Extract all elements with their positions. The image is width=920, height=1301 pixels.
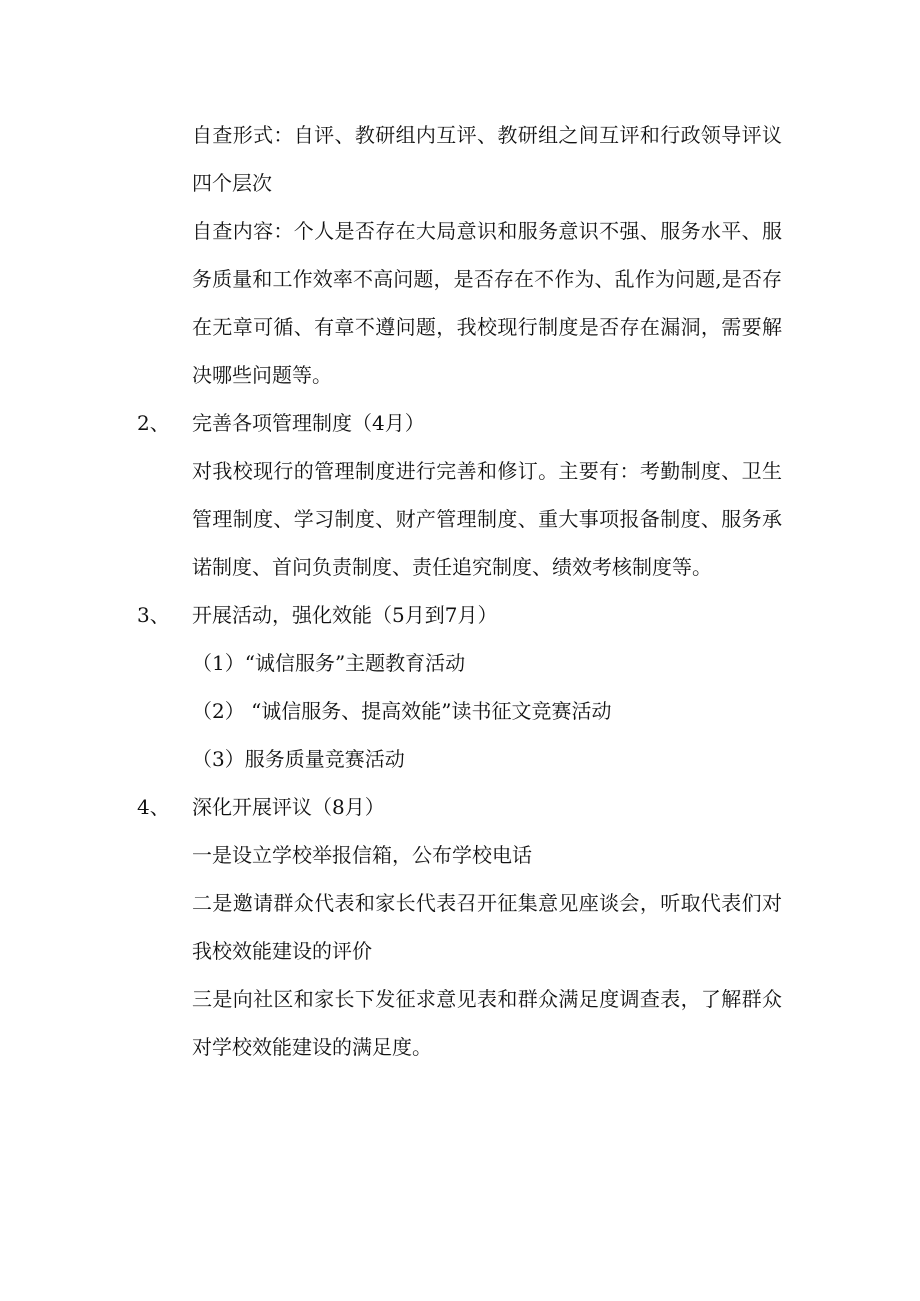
self-check-form-line-1: 自查形式：自评、教研组内互评、教研组之间互评和行政领导评议 <box>192 123 782 147</box>
self-check-content-line-2: 务质量和工作效率不高问题，是否存在不作为、乱作为问题,是否存 <box>192 267 782 291</box>
self-check-content-line-4: 决哪些问题等。 <box>192 363 332 387</box>
section-4-line-1: 一是设立学校举报信箱，公布学校电话 <box>192 843 532 867</box>
self-check-content-line-1: 自查内容：个人是否存在大局意识和服务意识不强、服务水平、服 <box>192 219 782 243</box>
section-4-heading: 深化开展评议（8月） <box>192 795 385 819</box>
section-3-item-2: （2） “诚信服务、提高效能”读书征文竞赛活动 <box>192 699 612 723</box>
section-3-item-1: （1）“诚信服务”主题教育活动 <box>192 651 466 675</box>
self-check-content-line-3: 在无章可循、有章不遵问题，我校现行制度是否存在漏洞，需要解 <box>192 315 782 339</box>
section-4-number: 4、 <box>137 795 170 819</box>
section-4-line-5: 对学校效能建设的满足度。 <box>192 1035 432 1059</box>
section-3-item-3: （3）服务质量竞赛活动 <box>192 747 405 771</box>
section-3-heading: 开展活动，强化效能（5月到7月） <box>192 603 498 627</box>
section-3-number: 3、 <box>137 603 170 627</box>
section-4-line-2: 二是邀请群众代表和家长代表召开征集意见座谈会，听取代表们对 <box>192 891 782 915</box>
section-2-number: 2、 <box>137 411 170 435</box>
section-2-line-2: 管理制度、学习制度、财产管理制度、重大事项报备制度、服务承 <box>192 507 782 531</box>
section-2-line-1: 对我校现行的管理制度进行完善和修订。主要有：考勤制度、卫生 <box>192 459 782 483</box>
section-4-line-3: 我校效能建设的评价 <box>192 939 372 963</box>
self-check-form-line-2: 四个层次 <box>192 171 272 195</box>
section-2-heading: 完善各项管理制度（4月） <box>192 411 425 435</box>
section-2-line-3: 诺制度、首问负责制度、责任追究制度、绩效考核制度等。 <box>192 555 712 579</box>
section-4-line-4: 三是向社区和家长下发征求意见表和群众满足度调查表，了解群众 <box>192 987 782 1011</box>
